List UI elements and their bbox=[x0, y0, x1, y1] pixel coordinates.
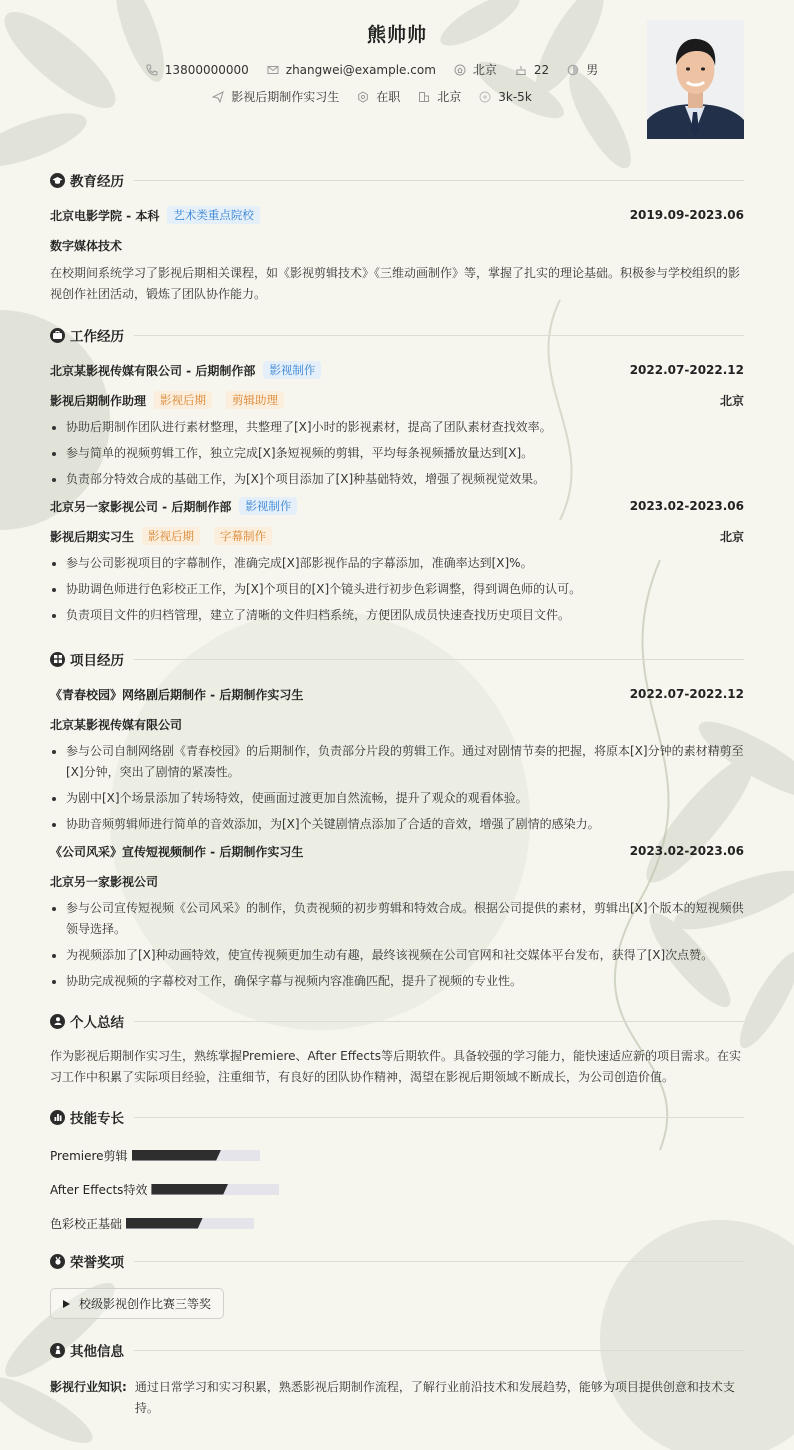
list-item: 参与公司影视项目的字幕制作，准确完成[X]部影视作品的字幕添加，准确率达到[X]%。 bbox=[50, 553, 744, 574]
status-info bbox=[357, 88, 400, 105]
skill-item bbox=[50, 1206, 403, 1240]
section-divider bbox=[134, 335, 744, 336]
project-bullets bbox=[50, 741, 744, 835]
skill-label: Premiere剪辑 bbox=[50, 1148, 128, 1163]
work-item bbox=[50, 496, 744, 626]
education-desc: 在校期间系统学习了影视后期相关课程，如《影视剪辑技术》《三维动画制作》等，掌握了扎实的理论基础。积极参与学校组织的影视创作社团活动，锻炼了团队协作能力。 bbox=[50, 266, 741, 301]
work-date: 2023.02-2023.06 bbox=[629, 499, 744, 513]
building-icon bbox=[418, 91, 430, 103]
skill-level-fill bbox=[126, 1218, 203, 1229]
work-role-row bbox=[50, 526, 744, 546]
work-city: 北京 bbox=[719, 529, 744, 544]
section-title: 工作经历 bbox=[70, 329, 124, 345]
skill-level-fill bbox=[132, 1150, 222, 1161]
resume-header bbox=[50, 0, 744, 150]
settings-icon bbox=[357, 91, 369, 103]
role-tag: 剪辑助理 bbox=[226, 391, 284, 409]
education-date: 2019.09-2023.06 bbox=[629, 208, 744, 222]
project-name: 《青春校园》网络剧后期制作 - 后期制作实习生 bbox=[50, 687, 304, 702]
section-divider bbox=[134, 1021, 744, 1022]
gender-text: 男 bbox=[586, 63, 599, 77]
salary-info bbox=[479, 90, 532, 104]
briefcase-icon bbox=[50, 328, 65, 343]
medal-icon bbox=[50, 1254, 65, 1269]
section-title: 个人总结 bbox=[70, 1015, 124, 1031]
summary-text: 作为影视后期制作实习生，熟练掌握Premiere、After Effects等后期软件。具备较强的学习能力，能快速适应新的项目需求。在实习工作中积累了实际项目经验，注重细节，有良好的团队协作精神，渴望在影视后期领域不断成长，为公司创造价值。 bbox=[50, 1049, 741, 1084]
age-text: 22 bbox=[533, 62, 550, 77]
section-title: 其他信息 bbox=[70, 1344, 124, 1360]
skill-label: 色彩校正基础 bbox=[50, 1216, 123, 1231]
phone-info bbox=[146, 63, 249, 77]
project-name: 《公司风采》宣传短视频制作 - 后期制作实习生 bbox=[50, 844, 304, 859]
email-info bbox=[267, 63, 436, 77]
section-divider bbox=[134, 659, 744, 660]
other-section bbox=[50, 1339, 744, 1419]
person-icon bbox=[50, 1343, 65, 1358]
list-item: 负责部分特效合成的基础工作，为[X]个项目添加了[X]种基础特效，增强了视频视觉效果。 bbox=[50, 469, 744, 490]
target-job-info bbox=[212, 88, 339, 105]
list-item: 为剧中[X]个场景添加了转场特效，使画面过渡更加自然流畅，提升了观众的观看体验。 bbox=[50, 788, 744, 809]
list-item: 参与公司自制网络剧《青春校园》的后期制作，负责部分片段的剪辑工作。通过对剧情节奏的把握，将原本[X]分钟的素材精剪至[X]分钟，突出了剧情的紧凑性。 bbox=[50, 741, 744, 783]
major: 数字媒体技术 bbox=[50, 238, 123, 253]
section-header bbox=[50, 1339, 744, 1361]
company-tag: 影视制作 bbox=[263, 361, 321, 379]
awards-section bbox=[50, 1250, 744, 1319]
gender-info bbox=[567, 61, 598, 78]
education-section bbox=[50, 169, 744, 305]
section-header bbox=[50, 324, 744, 346]
skill-item bbox=[50, 1138, 403, 1172]
projects-section bbox=[50, 648, 744, 992]
other-info-row bbox=[50, 1377, 744, 1419]
profile-photo bbox=[647, 20, 744, 139]
project-header bbox=[50, 841, 744, 861]
target-city-info bbox=[418, 88, 461, 105]
other-label: 影视行业知识: bbox=[50, 1380, 127, 1394]
user-icon bbox=[50, 1014, 65, 1029]
skill-bar bbox=[132, 1150, 260, 1161]
bar-chart-icon bbox=[50, 1110, 65, 1125]
work-city: 北京 bbox=[719, 393, 744, 408]
work-role-row bbox=[50, 390, 744, 410]
project-item bbox=[50, 684, 744, 835]
phone-text: 13800000000 bbox=[164, 62, 249, 77]
list-item: 参与简单的视频剪辑工作，独立完成[X]条短视频的剪辑，平均每条视频播放量达到[X]。 bbox=[50, 443, 744, 464]
award-label: 校级影视创作比赛三等奖 bbox=[79, 1297, 212, 1311]
work-header bbox=[50, 496, 744, 516]
list-item: 协助完成视频的字幕校对工作，确保字幕与视频内容准确匹配，提升了视频的专业性。 bbox=[50, 971, 744, 992]
project-item bbox=[50, 841, 744, 992]
project-company: 北京另一家影视公司 bbox=[50, 874, 159, 889]
cake-icon bbox=[515, 64, 527, 76]
skills-section bbox=[50, 1106, 744, 1240]
company-name: 北京另一家影视公司 - 后期制作部 bbox=[50, 499, 232, 514]
list-item: 协助音频剪辑师进行简单的音效添加，为[X]个关键剧情点添加了合适的音效，增强了剧情的感染力。 bbox=[50, 814, 744, 835]
project-header bbox=[50, 684, 744, 704]
project-date: 2023.02-2023.06 bbox=[629, 844, 744, 858]
section-header bbox=[50, 1250, 744, 1272]
age-info bbox=[515, 63, 549, 77]
grid-icon bbox=[50, 652, 65, 667]
section-divider bbox=[134, 1117, 744, 1118]
role-tag: 影视后期 bbox=[154, 391, 212, 409]
school-tag: 艺术类重点院校 bbox=[167, 206, 260, 224]
list-item: 为视频添加了[X]种动画特效，使宣传视频更加生动有趣，最终该视频在公司官网和社交媒体平台发布，获得了[X]次点赞。 bbox=[50, 945, 744, 966]
other-text: 通过日常学习和实习积累，熟悉影视后期制作流程，了解行业前沿技术和发展趋势，能够为项目提供创意和技术支持。 bbox=[134, 1380, 735, 1415]
section-divider bbox=[134, 180, 744, 181]
section-header bbox=[50, 648, 744, 670]
role-name: 影视后期实习生 bbox=[50, 529, 135, 544]
project-bullets bbox=[50, 898, 744, 992]
work-bullets bbox=[50, 417, 744, 490]
work-bullets bbox=[50, 553, 744, 626]
education-header bbox=[50, 205, 744, 225]
work-item bbox=[50, 360, 744, 490]
play-icon bbox=[63, 1300, 70, 1308]
summary-section bbox=[50, 1010, 744, 1088]
section-title: 教育经历 bbox=[70, 174, 124, 190]
section-title: 技能专长 bbox=[70, 1111, 124, 1127]
mail-icon bbox=[267, 64, 279, 76]
work-date: 2022.07-2022.12 bbox=[629, 363, 744, 377]
work-section bbox=[50, 324, 744, 626]
send-icon bbox=[212, 91, 224, 103]
section-title: 荣誉奖项 bbox=[70, 1255, 124, 1271]
phone-icon bbox=[146, 64, 158, 76]
section-divider bbox=[134, 1350, 744, 1351]
school-degree: 北京电影学院 - 本科 bbox=[50, 208, 160, 223]
city-text: 北京 bbox=[472, 63, 497, 77]
home-icon bbox=[454, 64, 466, 76]
list-item: 协助后期制作团队进行素材整理，共整理了[X]小时的影视素材，提高了团队素材查找效率。 bbox=[50, 417, 744, 438]
list-item: 协助调色师进行色彩校正工作，为[X]个项目的[X]个镜头进行初步色彩调整，得到调色师的认可。 bbox=[50, 579, 744, 600]
section-title: 项目经历 bbox=[70, 653, 124, 669]
section-header bbox=[50, 1106, 744, 1128]
gender-icon bbox=[567, 64, 579, 76]
section-header bbox=[50, 1010, 744, 1032]
coin-icon bbox=[479, 91, 491, 103]
status-text: 在职 bbox=[376, 90, 401, 104]
city-info bbox=[454, 61, 497, 78]
section-divider bbox=[134, 1261, 744, 1262]
role-tag: 字幕制作 bbox=[214, 527, 272, 545]
work-header bbox=[50, 360, 744, 380]
company-name: 北京某影视传媒有限公司 - 后期制作部 bbox=[50, 363, 256, 378]
role-tag: 影视后期 bbox=[142, 527, 200, 545]
skill-bar bbox=[151, 1184, 279, 1195]
section-header bbox=[50, 169, 744, 191]
intention-row bbox=[50, 88, 694, 105]
skills-list bbox=[50, 1138, 744, 1240]
project-company: 北京某影视传媒有限公司 bbox=[50, 717, 183, 732]
target-city-text: 北京 bbox=[437, 90, 462, 104]
target-job-text: 影视后期制作实习生 bbox=[231, 90, 340, 104]
role-name: 影视后期制作助理 bbox=[50, 393, 147, 408]
skill-label: After Effects特效 bbox=[50, 1182, 148, 1197]
email-text: zhangwei@example.com bbox=[285, 62, 436, 77]
graduation-cap-icon bbox=[50, 173, 65, 188]
award-chip[interactable] bbox=[50, 1288, 224, 1319]
contact-row bbox=[50, 61, 694, 78]
project-date: 2022.07-2022.12 bbox=[629, 687, 744, 701]
list-item: 参与公司宣传短视频《公司风采》的制作，负责视频的初步剪辑和特效合成。根据公司提供的素材，剪辑出[X]个版本的短视频供领导选择。 bbox=[50, 898, 744, 940]
skill-bar bbox=[126, 1218, 254, 1229]
candidate-name: 熊帅帅 bbox=[366, 24, 427, 46]
skill-item bbox=[50, 1172, 403, 1206]
list-item: 负责项目文件的归档管理，建立了清晰的文件归档系统，方便团队成员快速查找历史项目文件。 bbox=[50, 605, 744, 626]
salary-text: 3k-5k bbox=[498, 89, 532, 104]
skill-level-fill bbox=[151, 1184, 228, 1195]
company-tag: 影视制作 bbox=[239, 497, 297, 515]
